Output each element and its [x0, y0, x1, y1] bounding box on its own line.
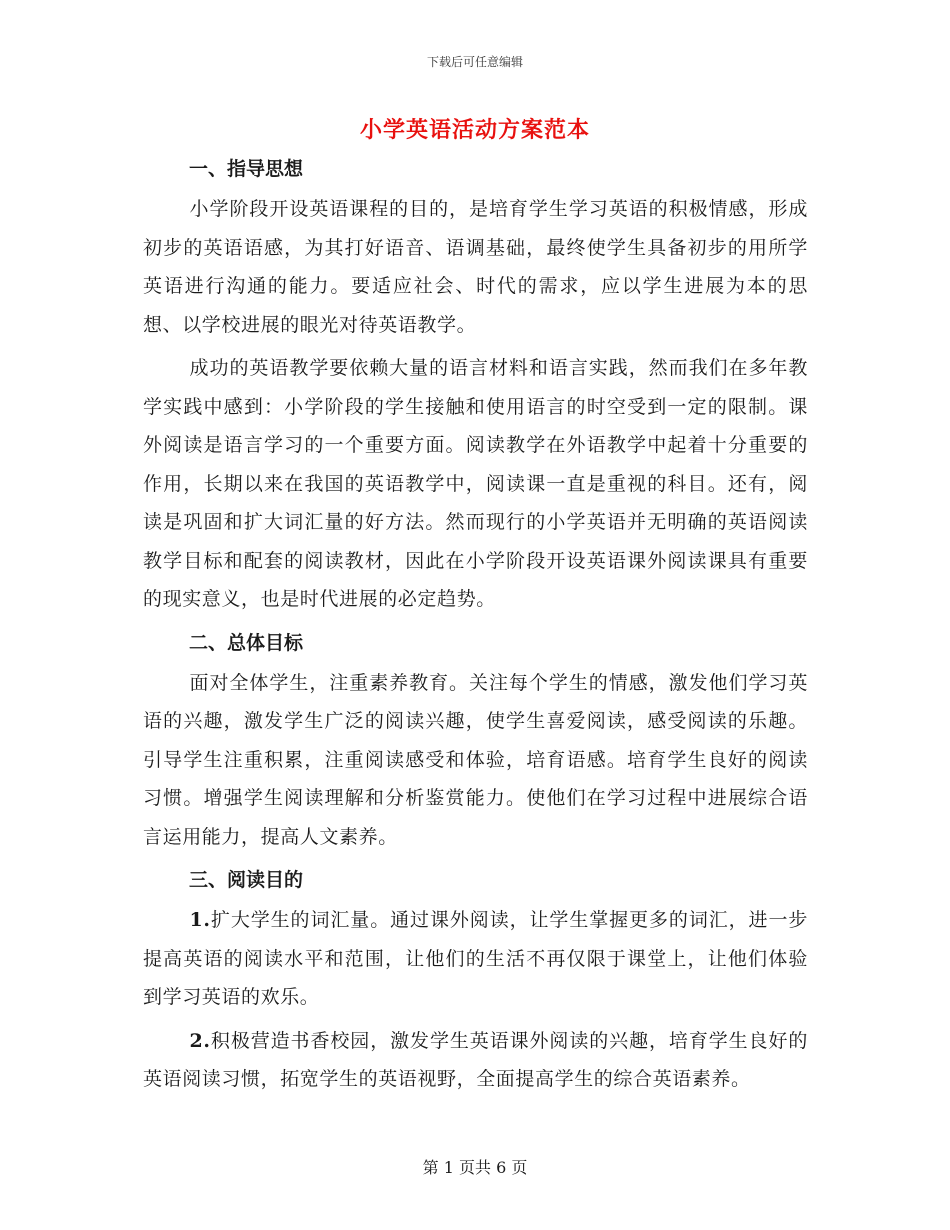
header-note: 下载后可任意编辑 — [426, 55, 523, 69]
numbered-item — [143, 1022, 808, 1099]
item-number: 1. — [189, 909, 211, 931]
numbered-item — [143, 901, 808, 1017]
section-heading-guiding-ideology: 一、指导思想 — [189, 158, 304, 180]
section-paragraph: 小学阶段开设英语课程的目的，是培育学生学习英语的积极情感，形成初步的英语语感，为其打好语音、语调基础，最终使学生具备初步的用所学英语进行沟通的能力。要适应社会、时代的需求，应以学生进展为本的思想、以学校进展的眼光对待英语教学。 — [143, 198, 808, 336]
section-heading-reading-purpose: 三、阅读目的 — [189, 869, 304, 891]
item-number: 2. — [189, 1029, 211, 1052]
item-text: 积极营造书香校园，激发学生英语课外阅读的兴趣，培育学生良好的英语阅读习惯，拓宽学生的英语视野，全面提高学生的综合英语素养。 — [143, 1029, 808, 1090]
document-title: 小学英语活动方案范本 — [359, 117, 590, 143]
page-number: 第 1 页共 6 页 — [422, 1158, 528, 1177]
section-paragraph: 成功的英语教学要依赖大量的语言材料和语言实践，然而我们在多年教学实践中感到：小学阶段的学生接触和使用语言的时空受到一定的限制。课外阅读是语言学习的一个重要方面。阅读教学在外语教学中起着十分重要的作用，长期以来在我国的英语教学中，阅读课一直是重视的科目。还有，阅读是巩固和扩大词汇量的好方法。然而现行的小学英语并无明确的英语阅读教学目标和配套的阅读教材，因此在小学阶段开设英语课外阅读课具有重要的现实意义，也是时代进展的必定趋势。 — [143, 357, 808, 610]
section-paragraph: 面对全体学生，注重素养教育。关注每个学生的情感，激发他们学习英语的兴趣，激发学生广泛的阅读兴趣，使学生喜爱阅读，感受阅读的乐趣。引导学生注重积累，注重阅读感受和体验，培育语感。培育学生良好的阅读习惯。增强学生阅读理解和分析鉴赏能力。使他们在学习过程中进展综合语言运用能力，提高人文素养。 — [143, 671, 808, 848]
item-text: 扩大学生的词汇量。通过课外阅读，让学生掌握更多的词汇，进一步提高英语的阅读水平和范围，让他们的生活不再仅限于课堂上，让他们体验到学习英语的欢乐。 — [143, 909, 808, 1008]
section-heading-overall-goals: 二、总体目标 — [189, 631, 304, 654]
document-body — [143, 150, 808, 1099]
